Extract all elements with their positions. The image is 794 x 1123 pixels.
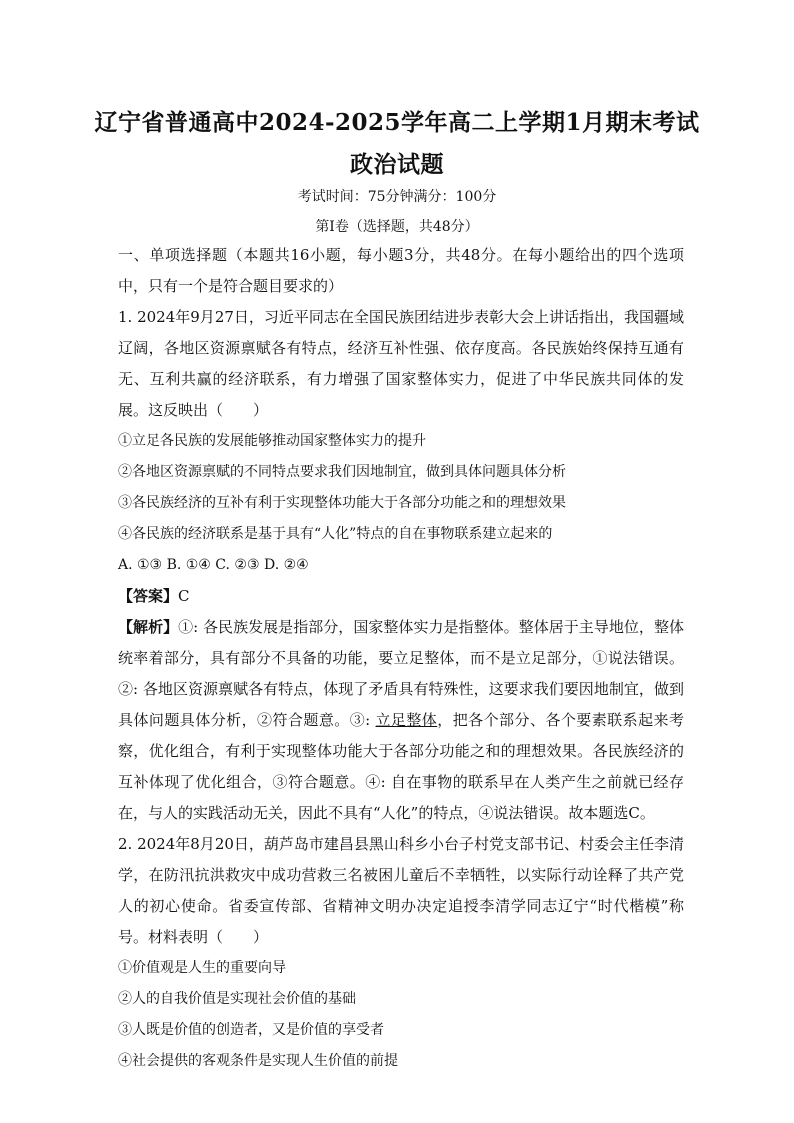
question-2-stem: 2. 2024年8月20日，葫芦岛市建昌县黑山科乡小台子村党支部书记、村委会主任李清学，在防汛抗洪救灾中成功营救三名被困儿童后不幸牺牲，以实际行动诠释了共产党人的初心使命。省委宣传部、省精神文明办决定追授李清学同志辽宁“时代楷模”称号。材料表明（ ） <box>118 835 684 946</box>
answer-label: 【答案】 <box>118 587 179 605</box>
analysis-text-b: ，把各个部分、各个要素联系起来考察，优化组合，有利于实现整体功能大于各部分功能之和的理想效果。各民族经济的互补体现了优化组合，③符合题意。④: 自在事物的联系早在人类产生之前就已经存在，与人的实践活动无关，因此不具有“人化”的特点，④说法错误。故本题选C。 <box>118 711 684 822</box>
document-body <box>118 240 684 1077</box>
question-1-option-3: ③各民族经济的互补有利于实现整体功能大于各部分功能之和的理想效果 <box>118 495 566 511</box>
question-1-stem: 1. 2024年9月27日，习近平同志在全国民族团结进步表彰大会上讲话指出，我国疆域辽阔，各地区资源禀赋各有特点，经济互补性强、依存度高。各民族始终保持互通有无、互利共赢的经济联系，有力增强了国家整体实力，促进了中华民族共同体的发展。这反映出（ ） <box>118 308 684 419</box>
analysis-text-underlined: 立足整体 <box>375 711 438 729</box>
question-1-option-1: ①立足各民族的发展能够推动国家整体实力的提升 <box>118 433 426 449</box>
answer-value: C <box>178 587 190 605</box>
analysis-label: 【解析】 <box>118 618 179 636</box>
question-1-option-4: ④各民族的经济联系是基于具有“人化”特点的自在事物联系建立起来的 <box>118 526 553 542</box>
question-1-analysis <box>118 612 684 829</box>
question-2-option-3: ③人既是价值的创造者，又是价值的享受者 <box>118 1022 384 1038</box>
section-heading: 第Ⅰ卷（选择题，共48分） <box>315 219 479 235</box>
question-2-option-1: ①价值观是人生的重要向导 <box>118 960 286 976</box>
document-subtitle: 政治试题 <box>350 151 444 178</box>
part1-instruction: 一、单项选择题（本题共16小题，每小题3分，共48分。在每小题给出的四个选项中，只有一个是符合题目要求的） <box>118 246 684 295</box>
question-1-option-2: ②各地区资源禀赋的不同特点要求我们因地制宜，做到具体问题具体分析 <box>118 464 566 480</box>
question-1-answer <box>118 581 684 612</box>
question-2-option-4: ④社会提供的客观条件是实现人生价值的前提 <box>118 1053 398 1069</box>
question-2-option-2: ②人的自我价值是实现社会价值的基础 <box>118 991 356 1007</box>
analysis-text-a: ①: 各民族发展是指部分，国家整体实力是指整体。整体居于主导地位，整体统率着部分，具有部分不具备的功能，要立足整体，而不是立足部分，①说法错误。②: 各地区资源禀赋各有特点，体现了矛盾具有特殊性，这要求我们要因地制宜，做到具体问题具体分析，②符合题意。③: <box>118 618 684 729</box>
question-1-choices: A. ①③ B. ①④ C. ②③ D. ②④ <box>118 557 309 573</box>
exam-info: 考试时间：75分钟满分：100分 <box>297 189 497 205</box>
document-title: 辽宁省普通高中2024-2025学年高二上学期1月期末考试 <box>94 109 700 136</box>
